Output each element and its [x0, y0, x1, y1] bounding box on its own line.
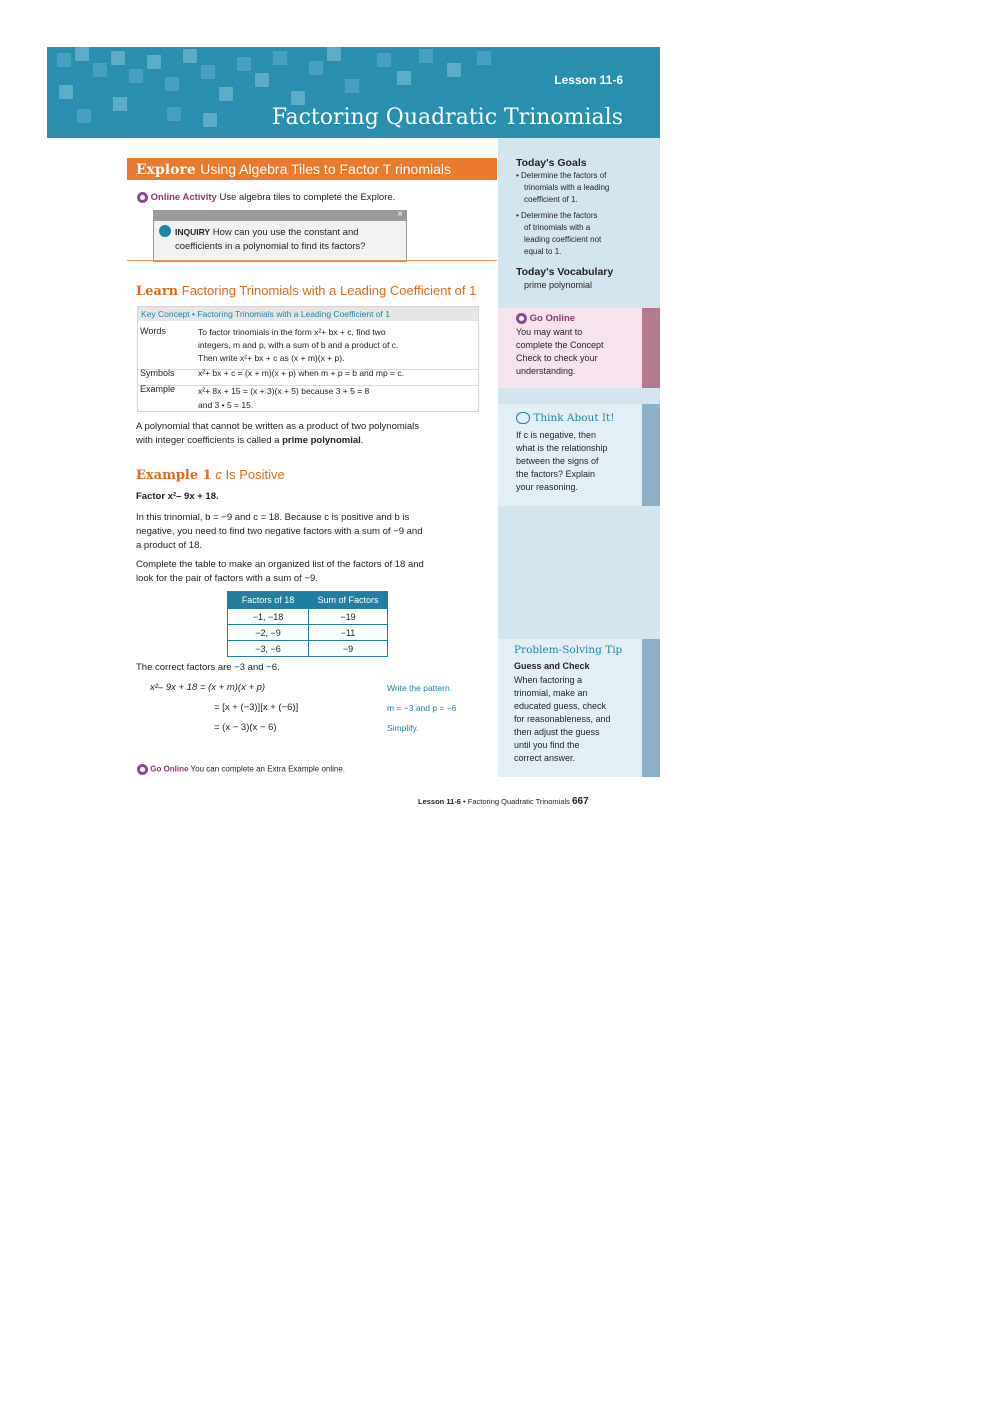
tip-line: for reasonableness, and	[514, 714, 611, 724]
learn-label: Learn	[136, 284, 179, 299]
step-note: Write the pattern.	[387, 683, 453, 693]
lesson-title: Factoring Quadratic Trinomials	[271, 105, 623, 130]
step-note: m = −3 and p = −6	[387, 703, 457, 713]
go-online-line: complete the Concept	[516, 340, 604, 350]
explore-title: Using Algebra Tiles to Factor T rinomials	[200, 161, 452, 177]
explore-header	[127, 158, 497, 180]
explore-label: Explore	[136, 162, 196, 178]
page-number: 667	[572, 796, 589, 807]
page-footer	[418, 796, 589, 807]
goal-1-line: Determine the factors of	[521, 171, 607, 180]
think-about-it-callout	[498, 404, 660, 506]
goal-2-line: Determine the factors	[521, 211, 598, 220]
tip-heading: Guess and Check	[514, 661, 590, 671]
symbols-label: Symbols	[140, 368, 175, 378]
table-row	[228, 625, 388, 641]
table-row	[228, 641, 388, 657]
tip-line: educated guess, check	[514, 701, 607, 711]
inquiry-box	[153, 210, 407, 262]
go-online-line: Check to check your	[516, 353, 598, 363]
prime-polynomial-term: prime polynomial	[282, 435, 361, 446]
extra-example-line	[137, 764, 345, 775]
go-online-heading[interactable]	[516, 313, 575, 324]
key-concept-title: Key Concept • Factoring Trinomials with a Leading Coefficient of 1	[141, 309, 390, 319]
definition-line: with integer coefficients is called a	[136, 435, 280, 446]
close-icon[interactable]: ×	[397, 209, 403, 220]
goal-2-line: equal to 1.	[524, 247, 562, 256]
footer-bullet: •	[463, 797, 466, 806]
problem-solving-tip-callout	[498, 639, 660, 777]
table-cell: −1, −18	[228, 609, 309, 625]
online-activity-line	[137, 191, 395, 205]
think-about-it-heading	[516, 412, 614, 424]
example-1-problem: Factor x²– 9x + 18.	[136, 491, 219, 502]
think-about-it-title: Think About It!	[533, 412, 615, 424]
example-1-paragraph-1	[136, 511, 423, 553]
paragraph-line: look for the pair of factors with a sum of −9.	[136, 573, 318, 584]
go-online-line: You may want to	[516, 327, 583, 337]
think-line: If c is negative, then	[516, 430, 597, 440]
table-cell[interactable]: −19	[309, 609, 388, 625]
paragraph-line: Complete the table to make an organized list of the factors of 18 and	[136, 559, 424, 570]
inquiry-titlebar	[154, 211, 406, 221]
paragraph-line: In this trinomial, b = −9 and c = 18. Because c is positive and b is	[136, 512, 410, 523]
words-text	[198, 326, 398, 365]
go-online-title: Go Online	[529, 313, 576, 325]
tip-line: When factoring a	[514, 675, 583, 685]
example-1-paragraph-2	[136, 558, 424, 586]
definition-line: A polynomial that cannot be written as a product of two polynomials	[136, 421, 420, 432]
inquiry-text: coefficients in a polynomial to find its factors?	[175, 241, 366, 252]
problem-solving-tip-title: Problem-Solving Tip	[514, 644, 623, 656]
table-cell[interactable]: −11	[309, 625, 388, 641]
tip-line: correct answer.	[514, 753, 576, 763]
lesson-number: Lesson 11-6	[554, 73, 623, 87]
tip-line: then adjust the guess	[514, 727, 600, 737]
lesson-header-banner	[47, 47, 660, 138]
go-online-line: understanding.	[516, 366, 576, 376]
go-online-icon	[516, 313, 527, 324]
go-online-callout	[498, 308, 660, 388]
prime-polynomial-definition	[136, 420, 419, 448]
inquiry-text: How can you use the constant and	[212, 227, 359, 238]
tip-line: trinomial, make an	[514, 688, 588, 698]
learn-heading	[136, 283, 476, 299]
go-online-link[interactable]: Go Online	[150, 764, 189, 774]
example-1-heading	[136, 467, 285, 483]
key-concept-box	[137, 306, 479, 412]
factors-table	[227, 591, 388, 657]
vocabulary-item[interactable]: prime polynomial	[524, 280, 593, 290]
goal-1-line: trinomials with a leading	[524, 183, 610, 192]
tip-line: until you find the	[514, 740, 580, 750]
online-activity-link[interactable]: Online Activity	[150, 192, 217, 203]
go-online-icon	[137, 192, 148, 203]
goal-2-line: leading coefficient not	[524, 235, 602, 244]
online-activity-text: Use algebra tiles to complete the Explore.	[219, 192, 396, 203]
definition-punct: .	[360, 435, 364, 446]
sidebar	[498, 138, 660, 777]
thought-bubble-icon	[516, 412, 530, 424]
step-expression: = (x − 3)(x − 6)	[214, 722, 277, 733]
learn-title: Factoring Trinomials with a Leading Coefficient of 1	[181, 283, 477, 298]
step-expression: x²– 9x + 18 = (x + m)(x + p)	[150, 682, 266, 693]
goal-1-line: coefficient of 1.	[524, 195, 578, 204]
extra-example-text: You can complete an Extra Example online.	[190, 764, 346, 774]
words-label: Words	[140, 326, 166, 336]
section-divider	[127, 260, 497, 261]
example-text	[198, 384, 369, 412]
example-1-variable: c	[215, 467, 222, 482]
correct-factors: The correct factors are −3 and −6.	[136, 662, 280, 673]
example-line: and 3 • 5 = 15.	[198, 400, 254, 410]
table-header: Factors of 18	[228, 592, 309, 609]
table-header: Sum of Factors	[309, 592, 388, 609]
table-cell: −2, −9	[228, 625, 309, 641]
goal-2-line: of trinomials with a	[524, 223, 591, 232]
goal-1: • Determine the factors of trinomials with a leading coefficient of 1.	[516, 171, 610, 204]
inquiry-icon	[159, 225, 171, 237]
table-row	[228, 609, 388, 625]
example-line: x²+ 8x + 15 = (x + 3)(x + 5) because 3 + 5 = 8	[198, 386, 370, 396]
go-online-icon	[137, 764, 148, 775]
step-note: Simplify.	[387, 723, 419, 733]
paragraph-line: a product of 18.	[136, 540, 203, 551]
inquiry-label: INQUIRY	[175, 227, 211, 237]
goal-2: • Determine the factors of trinomials with a leading coefficient not equal to 1.	[516, 211, 602, 256]
think-line: your reasoning.	[516, 482, 579, 492]
think-line: what is the relationship	[516, 443, 608, 453]
words-line: To factor trinomials in the form x²+ bx + c, find two	[198, 327, 386, 337]
table-cell[interactable]: −9	[309, 641, 388, 657]
think-line: between the signs of	[516, 456, 599, 466]
example-label: Example	[140, 384, 176, 394]
footer-lesson: Lesson 11-6	[418, 797, 461, 806]
footer-title: Factoring Quadratic Trinomials	[467, 797, 570, 806]
example-1-title: Is Positive	[225, 467, 285, 482]
table-cell: −3, −6	[228, 641, 309, 657]
think-line: the factors? Explain	[516, 469, 596, 479]
paragraph-line: negative, you need to find two negative factors with a sum of −9 and	[136, 526, 423, 537]
todays-goals-title: Today's Goals	[516, 157, 587, 169]
example-1-label: Example 1	[136, 468, 212, 483]
words-line: integers, m and p, with a sum of b and a product of c.	[198, 340, 399, 350]
todays-vocabulary-title: Today's Vocabulary	[516, 266, 614, 278]
words-line: Then write x²+ bx + c as (x + m)(x + p).	[198, 353, 345, 363]
symbols-text: x²+ bx + c = (x + m)(x + p) when m + p = b and mp = c.	[198, 368, 404, 378]
step-expression: = [x + (−3)][x + (−6)]	[214, 702, 299, 713]
